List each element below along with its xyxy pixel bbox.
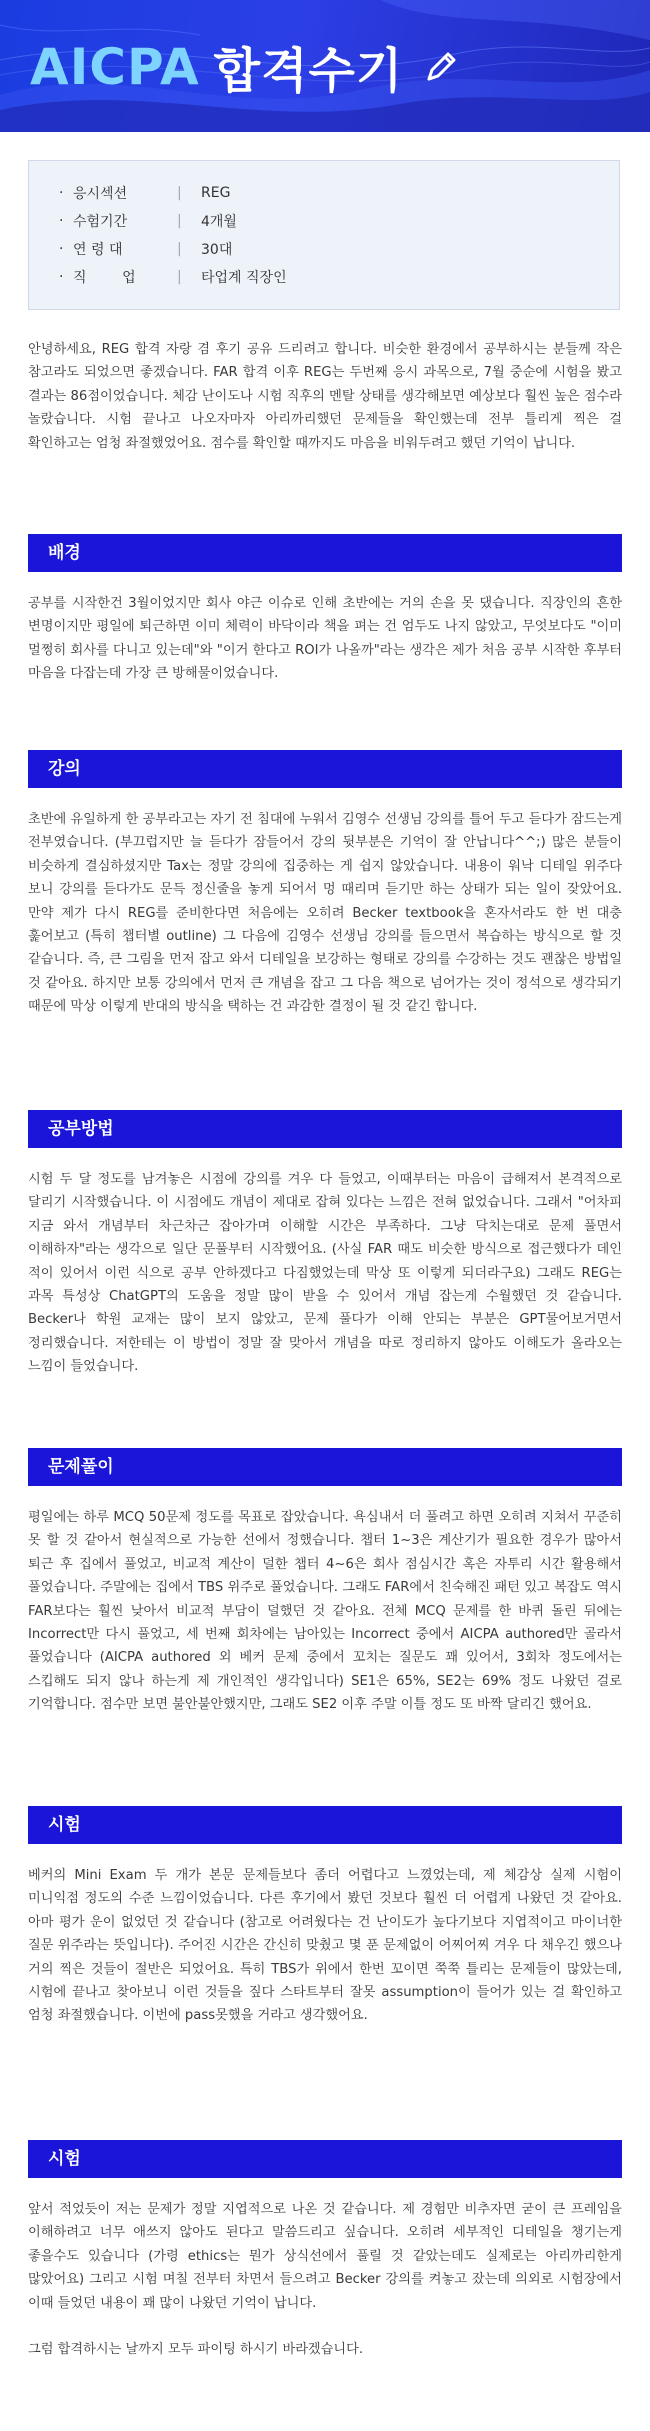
info-row-age: [59, 235, 287, 263]
section-exam-tips-body: [28, 2198, 622, 2361]
section-exam-body: [28, 1864, 622, 2028]
info-label: 응시섹션: [73, 186, 128, 202]
info-row-period: [59, 207, 287, 235]
banner-title: [30, 32, 461, 101]
body-paragraph: 베커의 Mini Exam 두 개가 본문 문제들보다 좀더 어렵다고 느꼈었는데, 제 체감상 실제 시험이 미니익점 정도의 수준 느낌이었습니다. 다른 후기에서 봤던 것보다 훨씬 더 어렵게 나왔던 것 같아요. 아마 평가 운이 없었던 것 같습니다 (참고로 어려웠다는 건 난이도가 높다기보다 지엽적이고 마이너한 질문 위주라는 뜻입니다). 주어진 시간은 간신히 맞췄고 몇 푼 문제없이 어찌어찌 겨우 다 채우긴 했으나 거의 찍은 것들이 절반은 되었어요. 특히 TBS가 위에서 한번 꼬이면 쭉쭉 틀리는 문제들이 많았는데, 시험에 끝나고 찾아보니 이런 것들을 짚다 스타트부터 잘못 assumption이 들어가 있는 걸 확인하고 엄청 좌절했습니다. 이번에 pass못했을 거라고 생각했어요.: [28, 1868, 622, 2024]
info-row-section: [59, 179, 287, 207]
separator-bar: |: [177, 269, 182, 285]
body-paragraph: 앞서 적었듯이 저는 문제가 정말 지엽적으로 나온 것 같습니다. 제 경험만 비추자면 굳이 큰 프레임을 이해하려고 너무 애쓰지 않아도 된다고 말씀드리고 싶습니다. 오히려 세부적인 디테일을 챙기는게 좋을수도 있습니다 (가령 ethics는 뭔가 상식선에서 풀릴 것 같았는데도 실제로는 아리까리한게 많았어요) 그리고 시험 며칠 전부터 차면서 들으려고 Becker 강의를 켜놓고 잤는데 의외로 시험장에서 이때 들었던 내용이 꽤 많이 나왔던 기억이 납니다.: [28, 2202, 622, 2311]
separator-bar: |: [177, 213, 182, 229]
section-study-method-body: [28, 1168, 622, 1379]
section-heading-exam: 시험: [28, 1806, 622, 1844]
section-heading-study-method: 공부방법: [28, 1110, 622, 1148]
pencil-icon: [421, 47, 461, 87]
info-value: 타업계 직장인: [201, 270, 287, 286]
info-value: REG: [201, 185, 231, 201]
intro-section: [28, 338, 622, 455]
body-paragraph: 평일에는 하루 MCQ 50문제 정도를 목표로 잡았습니다. 욕심내서 더 풀려고 하면 오히려 지쳐서 꾸준히 못 할 것 같아서 현실적으로 가능한 선에서 정했습니다. 챕터 1~3은 계산기가 필요한 경우가 많아서 퇴근 후 집에서 풀었고, 비교적 계산이 덜한 챕터 4~6은 회사 점심시간 혹은 자투리 시간 활용해서 풀었습니다. 주말에는 집에서 TBS 위주로 풀었습니다. 그래도 FAR에서 친숙해진 패턴 있고 복잡도 역시 FAR보다는 훨씬 낮아서 비교적 부담이 덜했던 것 같아요. 전체 MCQ 문제를 한 바퀴 돌린 뒤에는 Incorrect만 다시 풀었고, 세 번째 회차에는 남아있는 Incorrect 중에서 AICPA authored만 골라서 풀었습니다 (AICPA authored 외 베커 문제 중에서 꼬치는 질문도 꽤 있어서, 3회차 정도에서는 스킵해도 되지 않나 하는게 제 개인적인 생각입니다) SE1은 65%, SE2는 69% 정도 나왔던 걸로 기억합니다. 점수만 보면 불안불안했지만, 그래도 SE2 이후 주말 이틀 정도 또 바짝 달리긴 했어요.: [28, 1510, 622, 1713]
banner-title-korean: 합격수기: [213, 43, 404, 99]
header-banner: [0, 0, 650, 132]
bullet-icon: ·: [59, 213, 64, 229]
closing-paragraph: 그럼 합격하시는 날까지 모두 파이팅 하시기 바라겠습니다.: [28, 2342, 364, 2358]
section-heading-lectures: 강의: [28, 750, 622, 788]
banner-title-latin: AICPA: [30, 37, 200, 96]
info-label: 연 령 대: [73, 242, 123, 258]
bullet-icon: ·: [59, 185, 64, 201]
info-label: 수험기간: [73, 214, 128, 230]
section-lectures-body: [28, 808, 622, 1019]
candidate-info-box: [28, 160, 620, 310]
section-heading-problem-solving: 문제풀이: [28, 1448, 622, 1486]
body-paragraph: 시험 두 달 정도를 남겨놓은 시점에 강의를 겨우 다 들었고, 이때부터는 마음이 급해져서 본격적으로 달리기 시작했습니다. 이 시점에도 개념이 제대로 잡혀 있다는 느낌은 전혀 없었습니다. 그래서 "어차피 지금 와서 개념부터 차근차근 잡아가며 이해할 시간은 부족하다. 그냥 닥치는대로 문제 풀면서 이해하자"라는 생각으로 일단 문풀부터 시작했어요. (사실 FAR 때도 비슷한 방식으로 접근했다가 데인 적이 있어서 이런 식으로 공부 안하겠다고 다짐했었는데 막상 또 이렇게 되더라구요) 그래도 REG는 과목 특성상 ChatGPT의 도움을 정말 많이 받을 수 있어서 개념 잡는게 수월했던 것 같습니다. Becker나 학원 교재는 많이 보지 않았고, 문제 풀다가 이해 안되는 부분은 GPT물어보거면서 정리했습니다. 저한테는 이 방법이 정말 잘 맞아서 개념을 따로 정리하지 않아도 이해도가 올라오는 느낌이 들었습니다.: [28, 1172, 622, 1375]
candidate-info-list: [59, 179, 287, 291]
section-problem-solving-body: [28, 1506, 622, 1717]
separator-bar: |: [177, 185, 182, 201]
body-paragraph: 초반에 유일하게 한 공부라고는 자기 전 침대에 누워서 김영수 선생님 강의를 틀어 두고 듣다가 잠드는게 전부였습니다. (부끄럽지만 늘 듣다가 잠들어서 강의 뒷부분은 기억이 잘 안납니다^^;) 많은 분들이 비슷하게 결심하셨지만 Tax는 정말 강의에 집중하는 게 쉽지 않았습니다. 내용이 워낙 디테일 위주다 보니 강의를 듣다가도 문득 정신줄을 놓게 되어서 멍 때리며 듣기만 하는 상태가 되는 일이 잦았어요. 만약 제가 다시 REG를 준비한다면 처음에는 오히려 Becker textbook을 혼자서라도 한 번 대충 훑어보고 (특히 챕터별 outline) 그 다음에 김영수 선생님 강의를 들으면서 복습하는 방식으로 할 것 같습니다. 즉, 큰 그림을 먼저 잡고 와서 디테일을 보강하는 형태로 강의를 수강하는 것도 괜찮은 방법일 것 같아요. 하지만 보통 강의에서 먼저 큰 개념을 잡고 그 다음 책으로 넘어가는 것이 정석으로 생각되기 때문에 막상 이렇게 반대의 방식을 택하는 건 과감한 결정이 될 것 같긴 합니다.: [28, 812, 622, 1015]
body-paragraph: 공부를 시작한건 3월이었지만 회사 야근 이슈로 인해 초반에는 거의 손을 못 댔습니다. 직장인의 흔한 변명이지만 평일에 퇴근하면 이미 체력이 바닥이라 책을 펴는 건 엄두도 나지 않았고, 무엇보다도 "이미 멀쩡히 회사를 다니고 있는데"와 "이거 한다고 ROI가 나올까"라는 생각은 제가 처음 공부 시작한 후부터 마음을 다잡는데 가장 큰 방해물이었습니다.: [28, 596, 622, 682]
intro-paragraph: 안녕하세요, REG 합격 자랑 겸 후기 공유 드리려고 합니다. 비슷한 환경에서 공부하시는 분들께 작은 참고라도 되었으면 좋겠습니다. FAR 합격 이후 REG는 두번째 응시 과목으로, 7월 중순에 시험을 봤고 결과는 86점이었습니다. 체감 난이도나 시험 직후의 멘탈 상태를 생각해보면 예상보다 훨씬 높은 점수라 놀랐습니다. 시험 끝나고 나오자마자 아리까리했던 문제들을 확인했는데 전부 틀리게 찍은 걸 확인하고는 엄청 좌절했었어요. 점수를 확인할 때까지도 마음을 비워두려고 했던 기억이 납니다.: [28, 342, 622, 451]
separator-bar: |: [177, 241, 182, 257]
info-row-job: [59, 263, 287, 291]
info-label: 직 업: [73, 270, 136, 286]
info-value: 30대: [201, 242, 233, 258]
bullet-icon: ·: [59, 241, 64, 257]
section-heading-background: 배경: [28, 534, 622, 572]
section-background-body: [28, 592, 622, 686]
info-value: 4개월: [201, 214, 237, 230]
section-heading-exam-tips: 시험: [28, 2140, 622, 2178]
bullet-icon: ·: [59, 269, 64, 285]
